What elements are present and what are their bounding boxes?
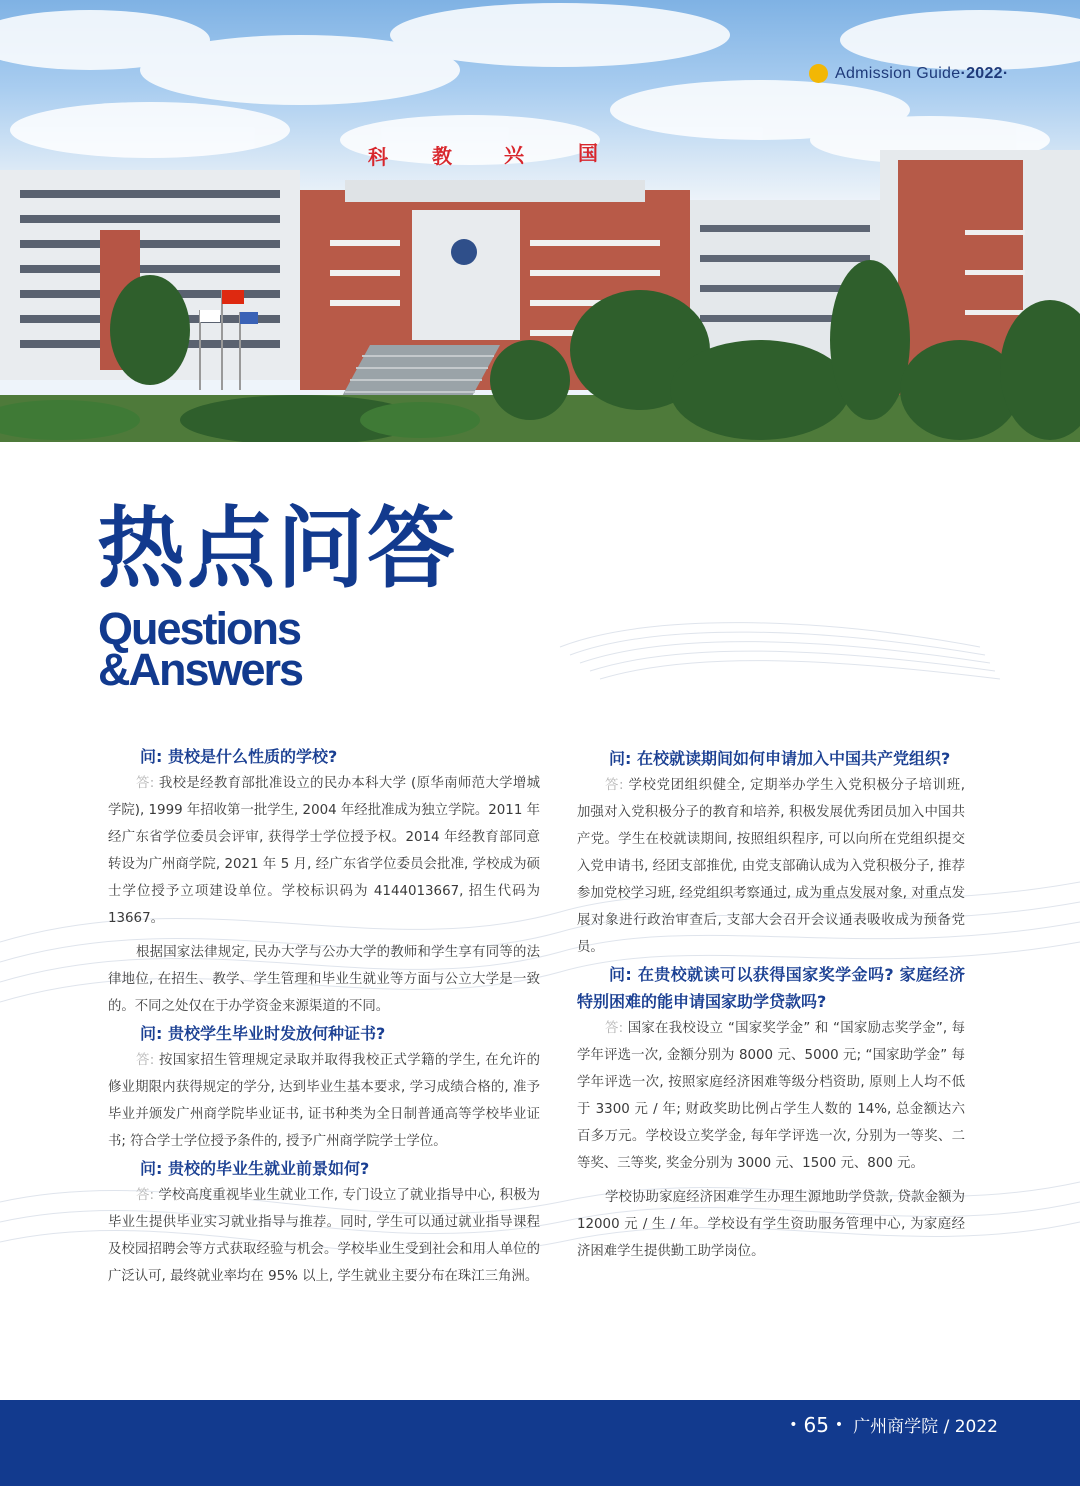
guide-year: ·2022· [960,64,1009,82]
question-heading: 问: 贵校的毕业生就业前景如何? [140,1159,370,1178]
answer-paragraph [108,770,540,932]
page-title-cn: 热点问答 [97,497,458,600]
answer-text: 按国家招生管理规定录取并取得我校正式学籍的学生, 在允许的修业期限内获得规定的学分, 达到毕业生基本要求, 学习成绩合格的, 准予毕业并颁发广州商学院毕业证书, 证书种类为全日制普通高等学校毕业证书; 符合学士学位授予条件的, 授予广州商学院学士学位。 [108,1053,540,1149]
page-number-block [789,1412,998,1437]
answer-paragraph: 根据国家法律规定, 民办大学与公办大学的教师和学生享有同等的法律地位, 在招生、教学、学生管理和毕业生就业等方面与公立大学是一致的。不同之处仅在于办学资金来源渠道的不同。 [108,945,540,1014]
page-number: 65 [803,1412,829,1437]
footer-school: 广州商学院 / 2022 [853,1417,998,1437]
bullet-dot-icon: • [834,1416,844,1433]
question-heading: 问: 贵校学生毕业时发放何种证书? [140,1024,386,1043]
title-en-line2: &Answers [98,644,303,695]
title-en-line1: Questions [98,603,301,654]
roof-sign-char: 兴 [504,143,524,167]
answer-text: 学校高度重视毕业生就业工作, 专门设立了就业指导中心, 积极为毕业生提供毕业实习就业指导与推荐。同时, 学生可以通过就业指导课程及校园招聘会等方式获取经验与机会。学校毕业生受到社会和用人单位的广泛认可, 最终就业率均在 95% 以上, 学生就业主要分布在珠江三角洲。 [108,1188,540,1284]
left-column [108,743,540,1290]
footer-bar [0,1400,1080,1486]
answer-mark: 答: [136,776,155,791]
answer-paragraph [577,772,965,961]
question-heading: 问: 在贵校就读可以获得国家奖学金吗? 家庭经济特别困难的能申请国家助学贷款吗? [577,965,965,1011]
question-heading: 问: 贵校是什么性质的学校? [140,747,338,766]
roof-sign-char: 教 [432,144,452,168]
right-column [577,745,965,1265]
answer-text: 学校党团组织健全, 定期举办学生入党积极分子培训班, 加强对入党积极分子的教育和培养, 积极发展优秀团员加入中国共产党。学生在校就读期间, 按照组织程序, 可以向所在党组织提交入党申请书, 经团支部推优, 由党支部确认成为入党积极分子, 推荐参加党校学习班, 经党组织考察通过, 成为重点发展对象, 对重点发展对象进行政治审查后, 支部大会召开会议通表吸收成为预备党员。 [577,778,965,955]
answer-paragraph [577,1015,965,1177]
yellow-dot-icon [809,64,828,83]
bullet-dot-icon: • [789,1416,798,1433]
answer-paragraph [108,1182,540,1290]
admission-guide-label [809,64,1009,83]
guide-text: Admission Guide [835,64,961,82]
question-heading: 问: 在校就读期间如何申请加入中国共产党组织? [609,749,951,768]
answer-mark: 答: [605,778,624,793]
hero-campus-photo [0,0,1080,442]
answer-text: 国家在我校设立 “国家奖学金” 和 “国家励志奖学金”, 每学年评选一次, 金额分别为 8000 元、5000 元; “国家助学金” 每学年评选一次, 按照家庭经济困难等级分档资助, 原则上人均不低于 3300 元 / 年; 财政奖助比例占学生人数的 14%, 总金额达六百多万元。学校设立奖学金, 每年学评选一次, 分别为一等奖、二等奖、三等奖, 奖金分别为 3000 元、1500 元、800 元。 [577,1021,965,1171]
roof-sign-char: 国 [578,141,598,165]
answer-mark: 答: [136,1053,155,1068]
answer-paragraph: 学校协助家庭经济困难学生办理生源地助学贷款, 贷款金额为 12000 元 / 生 / 年。学校设有学生资助服务管理中心, 为家庭经济困难学生提供勤工助学岗位。 [577,1190,965,1259]
answer-paragraph [108,1047,540,1155]
roof-sign-char: 科 [368,145,388,169]
answer-text: 我校是经教育部批准设立的民办本科大学 (原华南师范大学增城学院), 1999 年招收第一批学生, 2004 年经批准成为独立学院。2011 年经广东省学位委员会评审, 获得学士学位授予权。2014 年经教育部同意转设为广州商学院, 2021 年 5 月, 经广东省学位委员会批准, 学校成为硕士学位授予立项建设单位。学校标识码为 4144013667, 招生代码为 13667。 [108,776,540,926]
answer-mark: 答: [136,1188,155,1203]
page-title-en [98,603,303,695]
answer-mark: 答: [605,1021,624,1036]
